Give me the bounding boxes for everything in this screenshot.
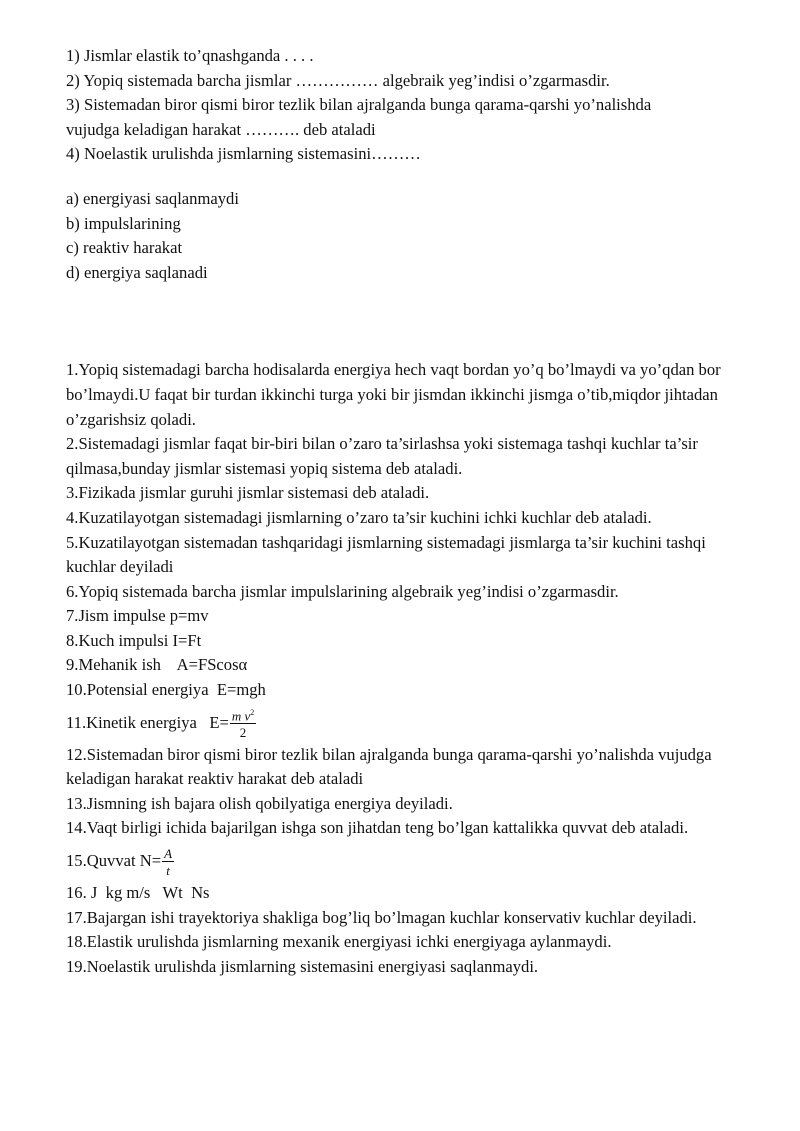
kinetic-energy-fraction (230, 709, 256, 739)
fact-10: 10.Potensial energiya E=mgh (66, 680, 266, 700)
option-b: b) impulslarining (66, 213, 181, 233)
document-page (66, 44, 746, 979)
question-3-line-2: vujudga keladigan harakat ………. deb ataladi (66, 119, 376, 139)
fact-2: 2.Sistemadagi jismlar faqat bir-biri bilan o’zaro ta’sirlashsa yoki sistemaga tashqi kuchlar ta’sir qilmasa,bunday jismlar sistemasi yopiq sistema deb ataladi. (66, 434, 698, 478)
question-4: 4) Noelastik urulishda jismlarning sistemasini……… (66, 144, 421, 164)
fact-19: 19.Noelastik urulishda jismlarning sistemasini energiyasi saqlanmaydi. (66, 956, 539, 976)
power-fraction (162, 847, 174, 877)
fact-11 (66, 703, 746, 743)
fact-14: 14.Vaqt birligi ichida bajarilgan ishga son jihatdan teng bo’lgan kattalikka quvvat deb ataladi. (66, 818, 689, 838)
fact-5: 5.Kuzatilayotgan sistemadan tashqaridagi jismlarning sistemadagi jismlarga ta’sir kuchini tashqi kuchlar deyiladi (66, 532, 706, 577)
fraction-denominator: t (166, 863, 170, 879)
question-2: 2) Yopiq sistemada barcha jismlar …………… algebraik yeg’indisi o’zgarmasdir. (66, 70, 610, 90)
option-a: a) energiyasi saqlanmaydi (66, 188, 239, 208)
fact-7: 7.Jism impulse p=mv (66, 606, 209, 626)
option-d: d) energiya saqlanadi (66, 262, 208, 282)
fact-18: 18.Elastik urulishda jismlarning mexanik energiyasi ichki energiyaga aylanmaydi. (66, 932, 612, 952)
fraction-numerator: A (164, 846, 173, 862)
question-3-line-1: 3) Sistemadan biror qismi biror tezlik bilan ajralganda bunga qarama-qarshi yo’nalishda (66, 95, 652, 115)
fact-8: 8.Kuch impulsi I=Ft (66, 630, 202, 650)
answer-options (66, 187, 746, 285)
fact-11-text: 11.Kinetik energiya E= (66, 712, 229, 732)
fact-17: 17.Bajargan ishi trayektoriya shakliga bog’liq bo’lmagan kuchlar konservativ kuchlar deyiladi. (66, 907, 697, 927)
fraction-denominator: 2 (239, 725, 247, 740)
fact-3: 3.Fizikada jismlar guruhi jismlar sistemasi deb ataladi. (66, 483, 430, 503)
facts-list (66, 358, 746, 979)
fact-9: 9.Mehanik ish A=FScosα (66, 655, 248, 675)
questions-block (66, 44, 746, 167)
fact-15-text: 15.Quvvat N= (66, 851, 162, 871)
fact-4: 4.Kuzatilayotgan sistemadagi jismlarning o’zaro ta’sir kuchini ichki kuchlar deb ataladi. (66, 507, 652, 527)
question-1: 1) Jismlar elastik to’qnashganda . . . . (66, 46, 314, 65)
option-c: c) reaktiv harakat (66, 238, 183, 258)
fact-13: 13.Jismning ish bajara olish qobilyatiga energiya deyiladi. (66, 793, 453, 813)
fact-12: 12.Sistemadan biror qismi biror tezlik bilan ajralganda bunga qarama-qarshi yo’nalishda vujudga keladigan harakat reaktiv harakat deb ataladi (66, 744, 712, 789)
fraction-numerator: m $v^2$ (231, 707, 255, 723)
fact-6: 6.Yopiq sistemada barcha jismlar impulslarining algebraik yeg’indisi o’zgarmasdir. (66, 581, 619, 601)
fact-1: 1.Yopiq sistemadagi barcha hodisalarda energiya hech vaqt bordan yo’q bo’lmaydi va yo’qdan bor bo’lmaydi.U faqat bir turdan ikkinchi turga yoki bir jismdan ikkinchi jismga o’tib,miqdor jihtadan o’zgarishsiz qoladi. (66, 360, 721, 429)
fact-15 (66, 841, 746, 881)
fact-16: 16. J kg m/s Wt Ns (66, 883, 210, 903)
exponent: 2 (250, 707, 255, 717)
